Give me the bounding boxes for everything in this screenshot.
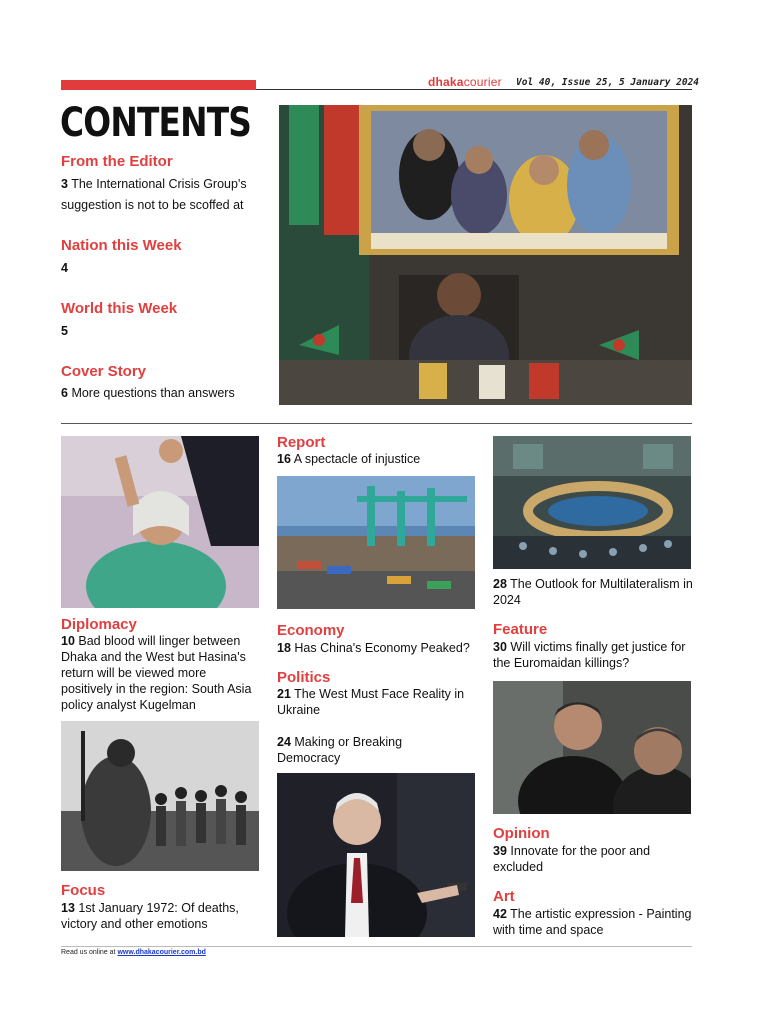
page-number: 42 xyxy=(493,907,507,921)
entry-feature[interactable] xyxy=(493,639,693,671)
entry-text: Will victims finally get justice for the Euromaidan killings? xyxy=(493,640,686,670)
brand-part-dhaka: dhaka xyxy=(428,75,464,89)
entry-outlook[interactable] xyxy=(493,576,693,608)
entry-from-the-editor[interactable] xyxy=(61,174,271,216)
entry-politics-24[interactable] xyxy=(277,734,447,766)
header-rule xyxy=(256,89,692,90)
entry-text: Has China's Economy Peaked? xyxy=(294,641,470,655)
entry-opinion[interactable] xyxy=(493,843,683,875)
entry-focus[interactable] xyxy=(61,900,261,932)
page-number: 10 xyxy=(61,634,75,648)
section-heading-diplomacy: Diplomacy xyxy=(61,616,137,633)
section-heading-nation-this-week: Nation this Week xyxy=(61,237,182,254)
section-heading-world-this-week: World this Week xyxy=(61,300,178,317)
section-heading-opinion: Opinion xyxy=(493,825,550,842)
economy-photo xyxy=(277,476,475,609)
entry-cover-story[interactable] xyxy=(61,385,235,401)
footer xyxy=(61,949,206,956)
page-number: 30 xyxy=(493,640,507,654)
section-heading-politics: Politics xyxy=(277,669,331,686)
entry-text: A spectacle of injustice xyxy=(293,452,421,466)
entry-politics-21[interactable] xyxy=(277,686,477,718)
entry-nation-this-week[interactable] xyxy=(61,260,68,276)
section-heading-focus: Focus xyxy=(61,882,106,899)
page-number: 4 xyxy=(61,261,68,275)
section-heading-report: Report xyxy=(277,434,326,451)
section-heading-cover-story: Cover Story xyxy=(61,363,147,380)
section-heading-from-the-editor: From the Editor xyxy=(61,153,173,170)
page-number: 24 xyxy=(277,735,291,749)
section-heading-economy: Economy xyxy=(277,622,345,639)
entry-text: The West Must Face Reality in Ukraine xyxy=(277,687,465,717)
page-number: 39 xyxy=(493,844,507,858)
entry-text: The International Crisis Group's suggestion is not to be scoffed at xyxy=(61,177,247,212)
focus-photo xyxy=(61,721,259,871)
footer-rule xyxy=(61,946,692,947)
page-number: 21 xyxy=(277,687,291,701)
page-title: CONTENTS xyxy=(60,100,252,146)
brand-logo xyxy=(428,75,502,89)
entry-text: Making or Breaking Democracy xyxy=(277,735,403,765)
page-number: 5 xyxy=(61,324,68,338)
section-heading-feature: Feature xyxy=(493,621,548,638)
entry-diplomacy[interactable] xyxy=(61,633,261,713)
entry-text: Bad blood will linger between Dhaka and the West but Hasina's return will be viewed more positively in the region: South Asia policy analyst Kugelman xyxy=(61,634,252,712)
footer-link[interactable]: www.dhakacourier.com.bd xyxy=(117,949,206,956)
entry-text: The Outlook for Multilateralism in 2024 xyxy=(493,577,693,607)
header-red-bar xyxy=(61,80,256,90)
entry-art[interactable] xyxy=(493,906,693,938)
entry-text: 1st January 1972: Of deaths, victory and other emotions xyxy=(61,901,239,931)
entry-economy[interactable] xyxy=(277,640,477,656)
outlook-photo xyxy=(493,436,691,569)
brand-part-courier: courier xyxy=(463,75,502,89)
page-number: 28 xyxy=(493,577,507,591)
entry-text: The artistic expression - Painting with time and space xyxy=(493,907,692,937)
issue-line: Vol 40, Issue 25, 5 January 2024 xyxy=(516,77,700,88)
diplomacy-photo xyxy=(61,436,259,608)
footer-text: Read us online at xyxy=(61,949,118,956)
cover-story-photo xyxy=(279,105,692,405)
page-number: 16 xyxy=(277,452,291,466)
page-number: 6 xyxy=(61,386,68,400)
entry-text: More questions than answers xyxy=(71,386,235,400)
page-number: 3 xyxy=(61,177,68,191)
entry-report[interactable] xyxy=(277,451,477,467)
entry-world-this-week[interactable] xyxy=(61,323,68,339)
politics-photo xyxy=(277,773,475,937)
feature-photo xyxy=(493,681,691,814)
page-number: 13 xyxy=(61,901,75,915)
page-number: 18 xyxy=(277,641,291,655)
entry-text: Innovate for the poor and excluded xyxy=(493,844,651,874)
section-divider xyxy=(61,423,692,424)
section-heading-art: Art xyxy=(493,888,515,905)
